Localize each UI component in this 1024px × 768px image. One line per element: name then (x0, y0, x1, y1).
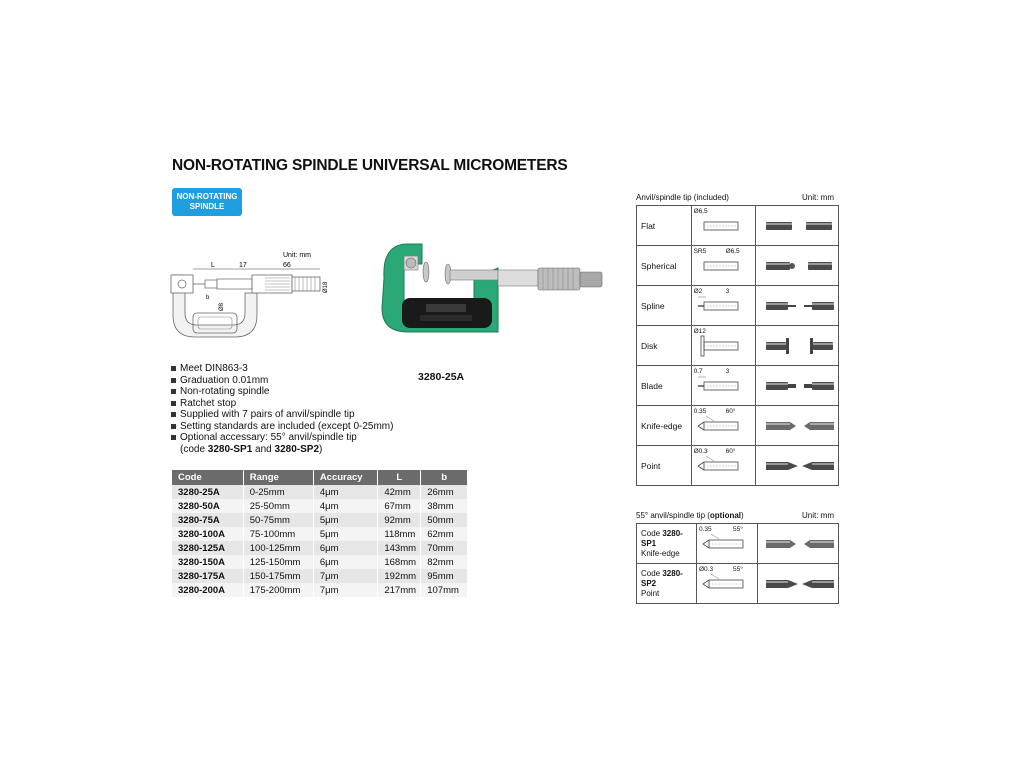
tip-dimension-figure (691, 286, 755, 326)
cell-l: 118mm (378, 527, 421, 541)
cell-l: 67mm (378, 499, 421, 513)
tip-dim-2: 60° (725, 448, 736, 455)
tip-label: Flat (637, 206, 692, 246)
cell-accuracy: 5μm (313, 513, 378, 527)
feature-item: Meet DIN863-3 (170, 363, 393, 375)
cell-b: 26mm (421, 485, 468, 499)
drawing-unit: Unit: mm (283, 252, 311, 259)
cell-range: 25-50mm (243, 499, 313, 513)
tip-dim-2: 3 (725, 368, 730, 375)
feature-item: Setting standards are included (except 0-25mm) (170, 421, 393, 433)
cell-range: 0-25mm (243, 485, 313, 499)
tip-photo (756, 246, 839, 286)
tips-optional-table (636, 523, 839, 604)
cell-b: 50mm (421, 513, 468, 527)
tip-row (637, 246, 839, 286)
dim-8-label: Ø8 (219, 302, 225, 311)
header-range: Range (243, 470, 313, 485)
cell-code: 3280-200A (172, 583, 243, 597)
cell-range: 175-200mm (243, 583, 313, 597)
optional-tip-dimension-figure (697, 564, 758, 604)
tip-photo (756, 406, 839, 446)
optional-tip-dim-1: Ø0.3 (699, 566, 714, 573)
tip-row (637, 406, 839, 446)
optional-tip-dimension-figure (697, 524, 758, 564)
tip-dimension-figure (691, 206, 755, 246)
optional-tip-name: Knife-edge (641, 548, 680, 558)
tip-dim-1: Ø2 (693, 288, 703, 295)
tips-optional-unit: Unit: mm (802, 511, 834, 520)
cell-accuracy: 7μm (313, 583, 378, 597)
cell-b: 82mm (421, 555, 468, 569)
tip-dim-2: 60° (725, 408, 736, 415)
cell-range: 125-150mm (243, 555, 313, 569)
cell-b: 107mm (421, 583, 468, 597)
dim-18-label: Ø18 (323, 281, 329, 293)
tip-row (637, 446, 839, 486)
cell-l: 168mm (378, 555, 421, 569)
feature-code-line: (code 3280-SP1 and 3280-SP2) (180, 443, 323, 455)
cell-code: 3280-75A (172, 513, 243, 527)
tip-photo (756, 286, 839, 326)
table-row (172, 513, 468, 527)
cell-accuracy: 7μm (313, 569, 378, 583)
tip-photo (756, 326, 839, 366)
tip-dimension-figure (691, 366, 755, 406)
model-label: 3280-25A (418, 371, 465, 383)
bullet-icon (171, 378, 176, 383)
feature-item: Graduation 0.01mm (170, 375, 393, 387)
tip-photo (756, 366, 839, 406)
cell-code: 3280-50A (172, 499, 243, 513)
table-row (172, 555, 468, 569)
spec-table (172, 470, 468, 597)
tip-dim-2: 3 (725, 288, 730, 295)
micrometer-photo (378, 238, 608, 353)
dim-b-label: b (206, 295, 210, 301)
cell-b: 62mm (421, 527, 468, 541)
bullet-icon (171, 424, 176, 429)
cell-code: 3280-125A (172, 541, 243, 555)
bullet-icon (171, 366, 176, 371)
optional-tip-photo (758, 524, 839, 564)
optional-tip-name: Point (641, 588, 660, 598)
table-row (172, 541, 468, 555)
optional-tip-label: Code 3280-SP2 Point (637, 564, 697, 604)
bullet-icon (171, 435, 176, 440)
badge-line-1: NON-ROTATING (176, 192, 238, 201)
optional-tip-row (637, 564, 839, 604)
tip-row (637, 366, 839, 406)
tip-row (637, 206, 839, 246)
cell-code: 3280-100A (172, 527, 243, 541)
header-code: Code (172, 470, 243, 485)
cell-b: 38mm (421, 499, 468, 513)
cell-code: 3280-25A (172, 485, 243, 499)
optional-tip-row (637, 524, 839, 564)
cell-l: 143mm (378, 541, 421, 555)
cell-range: 50-75mm (243, 513, 313, 527)
tip-dim-2: Ø6.5 (725, 248, 740, 255)
optional-tip-code: 3280-SP2 (641, 568, 683, 588)
tip-dimension-figure (691, 406, 755, 446)
page-title: NON-ROTATING SPINDLE UNIVERSAL MICROMETERS (172, 157, 568, 174)
cell-accuracy: 6μm (313, 555, 378, 569)
tip-label: Disk (637, 326, 692, 366)
cell-accuracy: 4μm (313, 485, 378, 499)
cell-l: 192mm (378, 569, 421, 583)
tip-label: Spline (637, 286, 692, 326)
tips-optional-heading: 55° anvil/spindle tip (optional) (636, 511, 744, 520)
tips-included-unit: Unit: mm (802, 193, 834, 202)
tip-label: Blade (637, 366, 692, 406)
feature-item: Non-rotating spindle (170, 386, 393, 398)
tip-dim-1: SR5 (693, 248, 707, 255)
bullet-icon (171, 401, 176, 406)
optional-tip-label: Code 3280-SP1 Knife-edge (637, 524, 697, 564)
tips-included-table (636, 205, 839, 486)
optional-tip-dim-2: 55° (733, 526, 743, 533)
table-row (172, 583, 468, 597)
cell-code: 3280-175A (172, 569, 243, 583)
table-row (172, 569, 468, 583)
spec-table-body (172, 485, 468, 597)
spec-table-header (172, 470, 468, 485)
table-row (172, 485, 468, 499)
cell-accuracy: 4μm (313, 499, 378, 513)
cell-range: 150-175mm (243, 569, 313, 583)
cell-b: 70mm (421, 541, 468, 555)
feature-badge (172, 188, 242, 216)
optional-tip-code: 3280-SP1 (641, 528, 683, 548)
table-row (172, 499, 468, 513)
dim-66-label: 66 (283, 262, 291, 269)
tip-row (637, 326, 839, 366)
optional-tip-dim-2: 55° (733, 566, 743, 573)
badge-line-2: SPINDLE (189, 202, 225, 211)
feature-item: Ratchet stop (170, 398, 393, 410)
tip-photo (756, 446, 839, 486)
table-row (172, 527, 468, 541)
tip-label: Knife-edge (637, 406, 692, 446)
tip-dimension-figure (691, 246, 755, 286)
cell-accuracy: 5μm (313, 527, 378, 541)
tips-included-heading: Anvil/spindle tip (included) (636, 193, 729, 202)
tip-label: Point (637, 446, 692, 486)
cell-code: 3280-150A (172, 555, 243, 569)
tip-dimension-figure (691, 326, 755, 366)
dimension-drawing (165, 245, 335, 345)
cell-l: 42mm (378, 485, 421, 499)
feature-item: Optional accessary: 55° anvil/spindle tip (170, 432, 393, 444)
optional-tip-photo (758, 564, 839, 604)
tip-dim-1: Ø0.3 (693, 448, 708, 455)
cell-range: 100-125mm (243, 541, 313, 555)
cell-accuracy: 6μm (313, 541, 378, 555)
tip-dim-1: Ø12 (693, 328, 706, 335)
bullet-icon (171, 412, 176, 417)
tip-label: Spherical (637, 246, 692, 286)
option-code-1: 3280-SP1 (207, 443, 253, 455)
tip-dimension-figure (691, 446, 755, 486)
option-code-2: 3280-SP2 (274, 443, 320, 455)
bullet-icon (171, 389, 176, 394)
cell-l: 217mm (378, 583, 421, 597)
cell-range: 75-100mm (243, 527, 313, 541)
cell-l: 92mm (378, 513, 421, 527)
tip-dim-1: 0.35 (693, 408, 707, 415)
cell-b: 95mm (421, 569, 468, 583)
header-b: b (421, 470, 468, 485)
tip-row (637, 286, 839, 326)
tip-dim-1: Ø6.5 (693, 208, 708, 215)
header-l: L (378, 470, 421, 485)
feature-item: Supplied with 7 pairs of anvil/spindle tip (170, 409, 393, 421)
dim-17-label: 17 (239, 262, 247, 269)
optional-tip-dim-1: 0.35 (699, 526, 712, 533)
dim-l-label: L (211, 262, 215, 269)
tip-photo (756, 206, 839, 246)
header-accuracy: Accuracy (313, 470, 378, 485)
feature-list (170, 363, 393, 455)
tip-dim-1: 0.7 (693, 368, 703, 375)
